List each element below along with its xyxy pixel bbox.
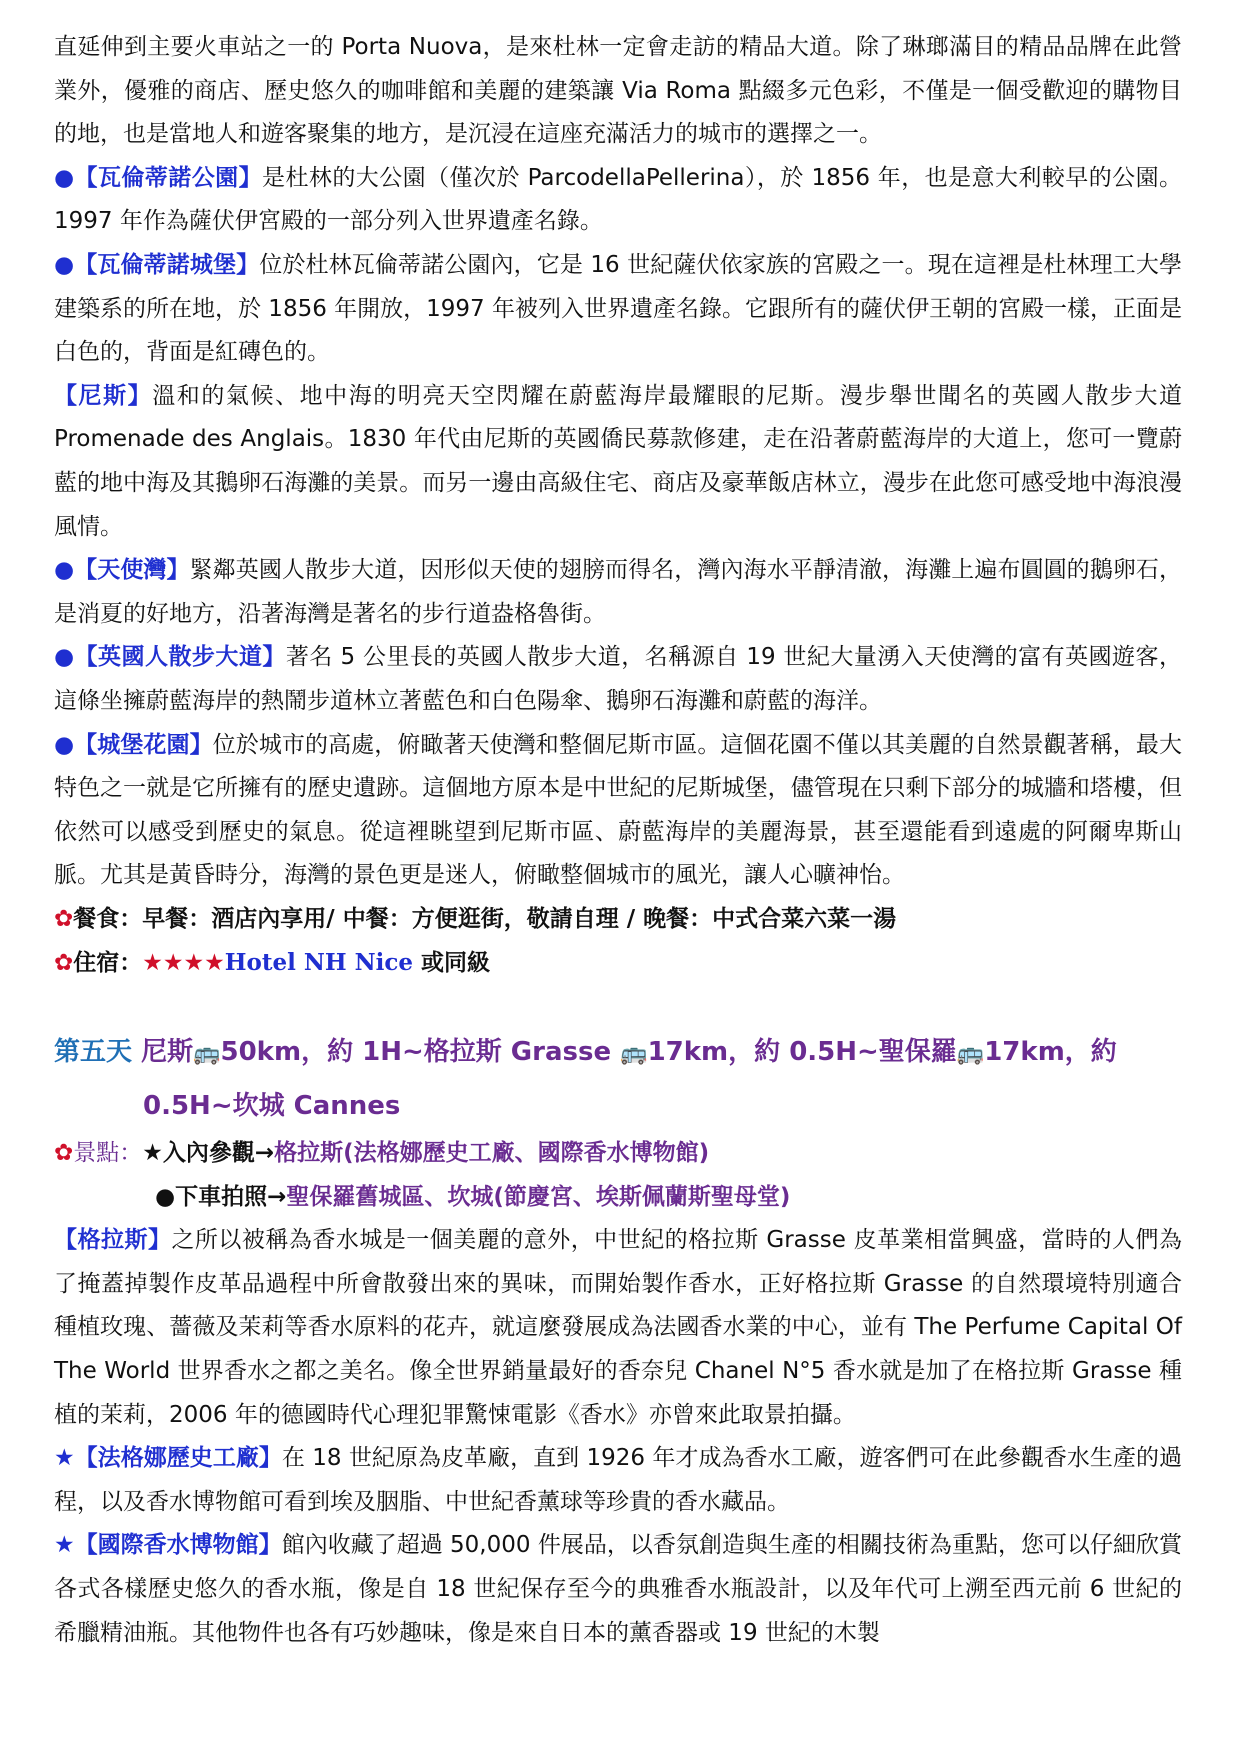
bus-icon: 🚌	[620, 1041, 648, 1067]
flower-icon: ✿	[54, 1140, 74, 1167]
star-rating-icon: ★★★★	[142, 950, 225, 977]
hotel-name: Hotel NH Nice	[224, 949, 413, 977]
section-title: 【格拉斯】	[54, 1227, 172, 1254]
day5-title-line2: 0.5H~坎城 Cannes	[143, 1091, 401, 1122]
intro-paragraph: 直延伸到主要火車站之一的 Porta Nuova，是來杜林一定會走訪的精品大道。除了琳瑯滿目的精品品牌在此營業外，優雅的商店、歷史悠久的咖啡館和美麗的建築讓 Via Roma 點綴多元色彩，不僅是一個受歡迎的購物目的地，也是當地人和遊客聚集的地方，是沉浸在這座充滿活力的城市的選擇之一。	[54, 34, 1182, 148]
section-fragonard	[54, 1437, 1182, 1524]
itinerary-page	[54, 26, 1182, 1655]
section-grasse	[54, 1219, 1182, 1437]
meals-line	[54, 898, 1182, 942]
bus-icon: 🚌	[193, 1041, 221, 1067]
sights-row2-lead: ●下車拍照→	[155, 1183, 287, 1210]
day-route-leg3: 17km，約	[984, 1037, 1117, 1068]
section-title: 【城堡花園】	[74, 731, 213, 758]
section-title: 【尼斯】	[54, 382, 153, 409]
bullet-icon: ●	[54, 557, 75, 584]
sights-line-2	[54, 1176, 1182, 1220]
section-text: 在 18 世紀原為皮革廠，直到 1926 年才成為香水工廠，遊客們可在此參觀香水生產的過程，以及香水博物館可看到埃及胭脂、中世紀香薰球等珍貴的香水藏品。	[54, 1445, 1183, 1515]
sights-line	[54, 1132, 1182, 1176]
section-castle-hill	[54, 724, 1182, 898]
section-text: 位於城市的高處，俯瞰著天使灣和整個尼斯市區。這個花園不僅以其美麗的自然景觀著稱，最大特色之一就是它所擁有的歷史遺跡。這個地方原本是中世紀的尼斯城堡，儘管現在只剩下部分的城牆和塔樓，但依然可以感受到歷史的氣息。從這裡眺望到尼斯市區、蔚藍海岸的美麗海景，甚至還能看到遠處的阿爾卑斯山脈。尤其是黃昏時分，海灣的景色更是迷人，俯瞰整個城市的風光，讓人心曠神怡。	[54, 731, 1183, 889]
section-title: 【英國人散步大道】	[74, 644, 286, 671]
section-promenade	[54, 636, 1182, 723]
day-route-leg2: 17km，約 0.5H~聖保羅	[647, 1037, 957, 1068]
spacer	[54, 986, 1182, 1026]
section-text: 之所以被稱為香水城是一個美麗的意外，中世紀的格拉斯 Grasse 皮革業相當興盛，當時的人們為了掩蓋掉製作皮革品過程中所會散發出來的異味，而開始製作香水，正好格拉斯 Grasse 的自然環境特別適合種植玫瑰、薔薇及茉莉等香水原料的花卉，就這麼發展成為法國香水業的中心，並有 The Perfume Capital Of The World 世界香水之都之美名。像全世界銷量最好的香奈兒 Chanel N°5 香水就是加了在格拉斯 Grasse 種植的茉莉，2006 年的德國時代心理犯罪驚悚電影《香水》亦曾來此取景拍攝。	[54, 1227, 1182, 1428]
day-route-start: 尼斯	[141, 1037, 194, 1068]
bullet-icon: ●	[54, 644, 75, 671]
section-perfume-museum	[54, 1524, 1182, 1655]
section-title: 【天使灣】	[74, 557, 190, 584]
section-text: 館內收藏了超過 50,000 件展品，以香氛創造與生產的相關技術為重點，您可以仔細欣賞各式各樣歷史悠久的香水瓶，像是自 18 世紀保存至今的典雅香水瓶設計，以及年代可上溯至西元前 6 世紀的希臘精油瓶。其他物件也各有巧妙趣味，像是來自日本的薰香器或 19 世紀的木製	[54, 1532, 1182, 1646]
section-text: 是杜林的大公園（僅次於 ParcodellaPellerina），於 1856 年，也是意大利較早的公園。1997 年作為薩伏伊宮殿的一部分列入世界遺產名錄。	[54, 164, 1183, 235]
bullet-icon: ●	[54, 731, 75, 758]
hotel-suffix: 或同級	[413, 950, 491, 977]
section-nice	[54, 375, 1182, 549]
sights-label: 景點：	[73, 1140, 143, 1167]
meals-text: 餐食：早餐：酒店內享用/ 中餐：方便逛街，敬請自理 / 晚餐：中式合菜六菜一湯	[73, 905, 897, 932]
sights-row1-lead: ★入內參觀→	[142, 1140, 275, 1167]
section-title: 【瓦倫蒂諾公園】	[74, 164, 263, 191]
section-text: 緊鄰英國人散步大道，因形似天使的翅膀而得名，灣內海水平靜清澈，海灘上遍布圓圓的鵝卵石，是消夏的好地方，沿著海灣是著名的步行道盎格魯街。	[54, 557, 1183, 627]
star-icon: ★	[54, 1532, 75, 1559]
section-angels-bay	[54, 549, 1182, 636]
section-valentino-castle	[54, 244, 1182, 375]
section-text: 位於杜林瓦倫蒂諾公園內，它是 16 世紀薩伏依家族的宮殿之一。現在這裡是杜林理工大學建築系的所在地，於 1856 年開放，1997 年被列入世界遺產名錄。它跟所有的薩伏伊王朝的宮殿一樣，正面是白色的，背面是紅磚色的。	[54, 251, 1183, 366]
day-route-leg1: 50km，約 1H~格拉斯 Grasse	[220, 1037, 612, 1068]
bus-icon: 🚌	[956, 1041, 985, 1067]
section-title: 【國際香水博物館】	[74, 1532, 282, 1559]
section-text: 著名 5 公里長的英國人散步大道，名稱源自 19 世紀大量湧入天使灣的富有英國遊客，這條坐擁蔚藍海岸的熱鬧步道林立著藍色和白色陽傘、鵝卵石海灘和蔚藍的海洋。	[54, 644, 1182, 714]
hotel-line	[54, 941, 1182, 986]
flower-icon: ✿	[54, 950, 74, 977]
section-valentino-park	[54, 157, 1182, 244]
hotel-label: 住宿：	[73, 950, 143, 977]
bullet-icon: ●	[54, 251, 75, 278]
sights-row1-places: 格拉斯(法格娜歷史工廠、國際香水博物館)	[274, 1140, 710, 1167]
section-title: 【瓦倫蒂諾城堡】	[74, 251, 260, 278]
day5-title	[54, 1026, 1182, 1080]
star-icon: ★	[54, 1445, 75, 1472]
day-number: 第五天	[54, 1037, 133, 1068]
section-text: 溫和的氣候、地中海的明亮天空閃耀在蔚藍海岸最耀眼的尼斯。漫步舉世聞名的英國人散步大道 Promenade des Anglais。1830 年代由尼斯的英國僑民募款修建，走在沿著蔚藍海岸的大道上，您可一覽蔚藍的地中海及其鵝卵石海灘的美景。而另一邊由高級住宅、商店及豪華飯店林立，漫步在此您可感受地中海浪漫風情。	[54, 382, 1183, 540]
section-title: 【法格娜歷史工廠】	[74, 1445, 282, 1472]
flower-icon: ✿	[54, 905, 74, 932]
sights-row2-places: 聖保羅舊城區、坎城(節慶宮、埃斯佩蘭斯聖母堂)	[286, 1183, 791, 1210]
bullet-icon: ●	[54, 164, 75, 191]
